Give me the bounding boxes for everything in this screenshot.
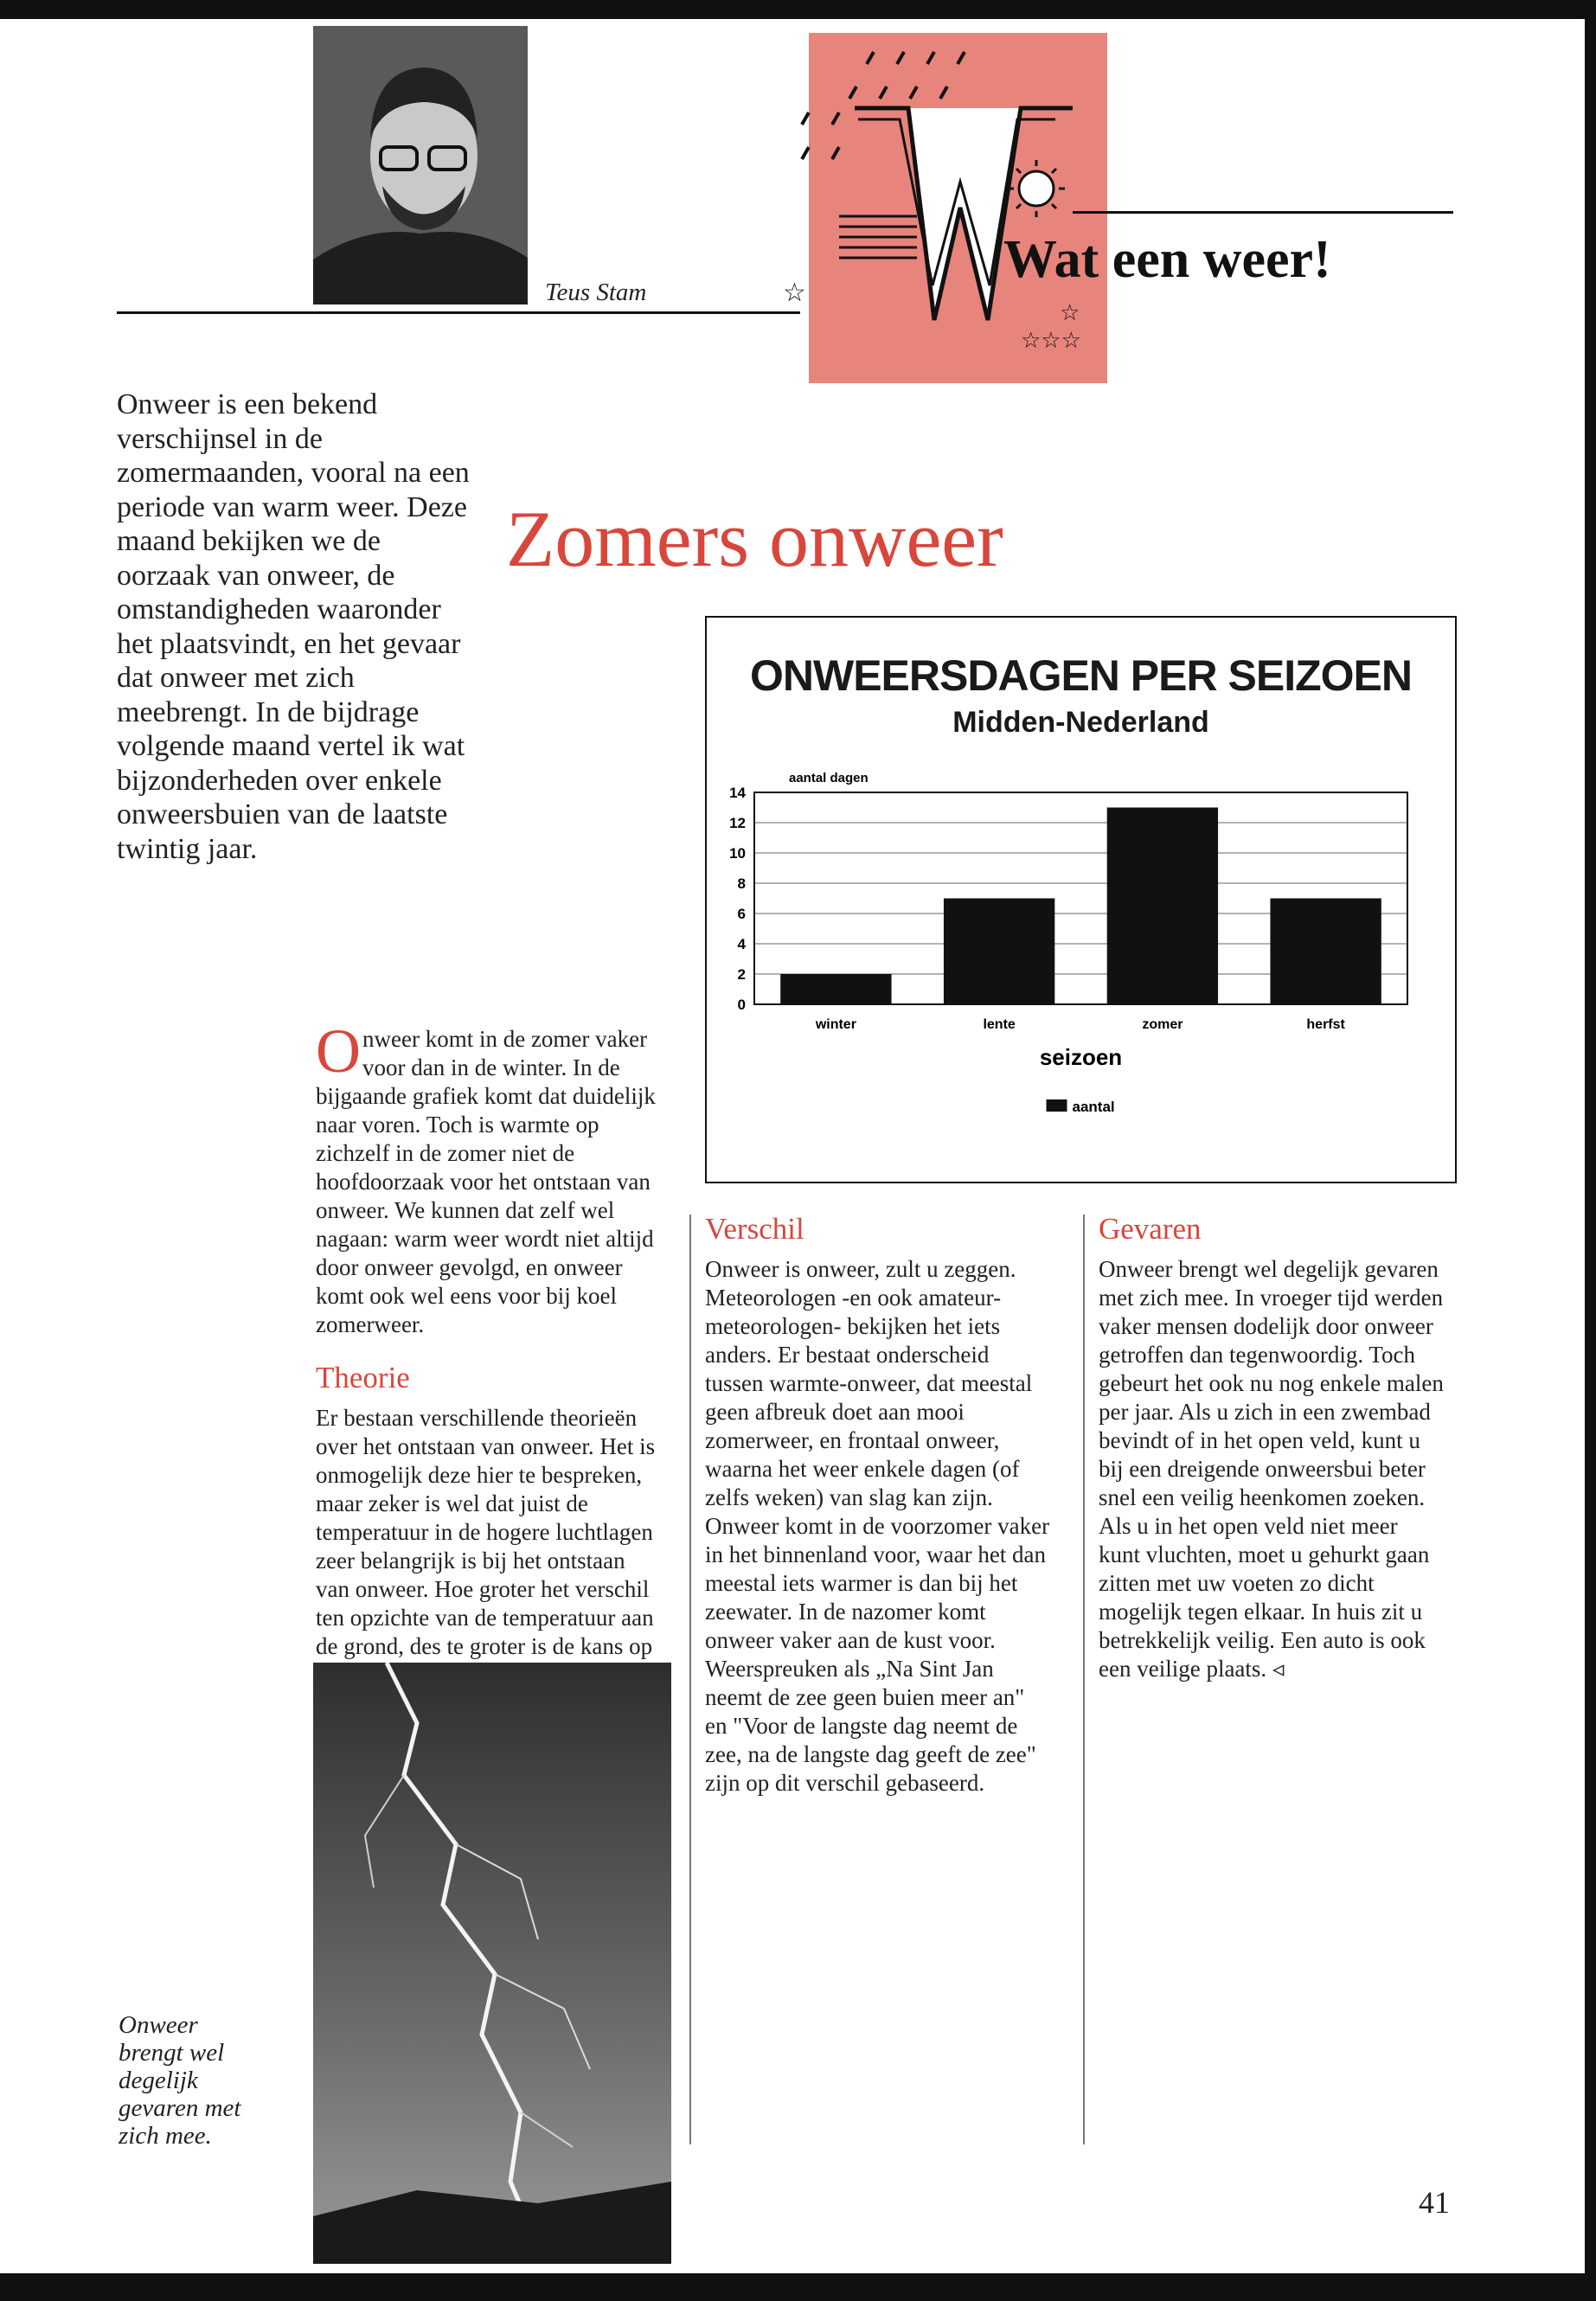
legend-label: aantal [1072,1099,1115,1115]
paragraph-3: Onweer is onweer, zult u zeggen. Meteorologen -en ook amateur-meteorologen- bekijken het iets anders. Er bestaat onderscheid tussen warmte-onweer, dat meestal geen afbreuk doet aan mooi zomerweer, en frontaal onweer, waarna het weer enkele dagen (of zelfs weken) van slag kan zijn. Onweer komt in de voorzomer vaker in het binnenland voor, waar het dan meestal iets warmer is dan bij het zeewater. In de nazomer komt onweer vaker aan de kust voor. Weerspreuken als „Na Sint Jan neemt de zee geen buien meer an" en "Voor de langste dag neemt de zee, na de langste dag geeft de zee" zijn op dit verschil gebaseerd. [705,1256,1050,1796]
y-tick-label: 0 [737,997,746,1013]
photo-caption: Onweer brengt wel degelijk gevaren met zich mee. [119,2011,241,2150]
author-portrait [313,26,528,304]
column-divider [1083,1215,1085,2144]
svg-text:☆: ☆ [783,278,806,308]
bar-chart [707,618,1455,1182]
x-tick-label: lente [983,1017,1016,1032]
paragraph-intro-body [316,1016,657,1339]
top-border [0,0,1596,19]
article-column-2 [705,1212,1051,1798]
y-axis-label: aantal dagen [789,771,869,785]
paragraph-4 [1099,1255,1445,1683]
subhead-theorie: Theorie [316,1361,410,1394]
bar-winter [780,974,891,1004]
subhead-gevaren: Gevaren [1099,1212,1202,1246]
intro-text: Onweer is een bekend verschijnsel in de zomermaanden, vooral na een periode van warm weer. Deze maand bekijken we de oorzaak van onweer, de omstandigheden waaronder het plaatsvindt, en het gevaar dat onweer met zich meebrengt. In de bijdrage volgende maand vertel ik wat bijzonderheden over enkele onweersbuien van de laatste twintig jaar. [117,388,470,865]
x-tick-label: zomer [1142,1017,1183,1032]
header-rule-left [117,311,800,314]
y-tick-label: 8 [737,875,746,892]
column-divider [689,1215,691,2144]
paragraph-2: Er bestaan verschillende theorieën over het ontstaan van onweer. Het is onmogelijk deze hier te bespreken, maar zeker is wel dat juist de temperatuur in de hogere luchtlagen zeer belangrijk is bij het ontstaan van onweer. Hoe groter het verschil ten opzichte van de temperatuur aan de grond, des te groter is de kans op [316,1405,656,1659]
end-mark-icon: ◃ [1272,1656,1285,1682]
x-tick-label: herfst [1306,1017,1345,1032]
y-tick-label: 12 [729,815,746,831]
article-column-3 [1099,1212,1445,1683]
y-tick-label: 14 [729,785,746,801]
subhead-verschil: Verschil [705,1212,804,1246]
x-tick-label: winter [815,1017,856,1032]
page-number: 41 [1419,2185,1450,2220]
y-tick-label: 10 [729,845,746,862]
article-intro [117,388,476,866]
bar-lente [944,899,1054,1005]
y-tick-label: 6 [737,906,746,922]
chart-subtitle: Midden-Nederland [952,706,1209,739]
x-axis-label: seizoen [1039,1044,1123,1070]
weather-logo-icon [761,26,1125,389]
header-rule-right [1073,211,1453,214]
chart-title: ONWEERSDAGEN PER SEIZOEN [750,651,1412,700]
bar-herfst [1270,899,1381,1005]
bottom-border [0,2273,1596,2301]
paragraph-4-text: Onweer brengt wel degelijk gevaren met zich mee. In vroeger tijd werden vaker mensen dodelijk door onweer getroffen dan tegenwoordig. Toch gebeurt het ook nu nog enkele malen per jaar. Als u zich in een zwembad bevindt of in het open veld, kunt u bij een dreigende onweersbui beter snel een veilig heenkomen zoeken. Als u in het open veld niet meer kunt vluchten, moet u gehurkt gaan zitten met uw voeten zo dicht mogelijk tegen elkaar. In huis zit u betrekkelijk veilig. Een auto is ook een veilige plaats. [1099,1256,1444,1682]
lightning-photo [313,1663,671,2264]
svg-text:☆☆☆: ☆☆☆ [1021,328,1081,354]
article-headline: Zomers onweer [506,495,1003,583]
author-caption: Teus Stam [545,279,647,306]
legend-swatch [1047,1099,1067,1112]
paragraph-1: nweer komt in de zomer vaker voor dan in de winter. In de bijgaande grafiek komt dat duidelijk naar voren. Toch is warmte op zichzelf in de zomer niet de hoofdoorzaak voor het ontstaan van onweer. We kunnen dat zelf wel nagaan: warm weer wordt niet altijd door onweer gevolgd, en onweer komt ook wel eens voor bij koel zomerweer. [316,1026,656,1337]
column-title: Wat een weer! [1003,230,1331,289]
y-tick-label: 2 [737,966,746,983]
drop-cap: O [316,1016,361,1086]
chart-container [705,616,1457,1183]
svg-text:☆: ☆ [1060,300,1080,326]
y-tick-label: 4 [737,936,746,952]
bar-zomer [1107,808,1218,1005]
right-border [1585,0,1596,2301]
